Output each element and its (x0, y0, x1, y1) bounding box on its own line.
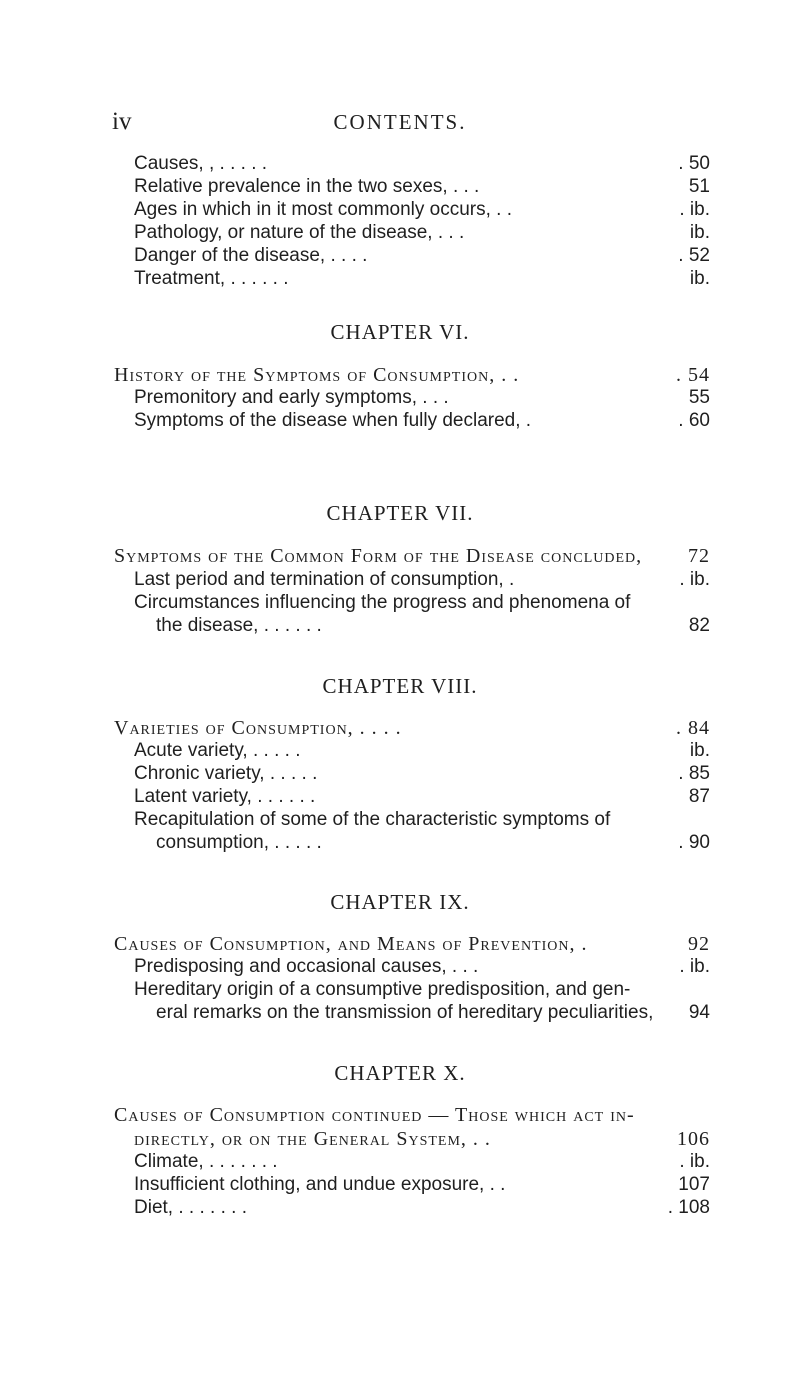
toc-entry-label: Premonitory and early symptoms, . . . (134, 387, 449, 408)
toc-entry-page: . 50 (678, 153, 710, 174)
toc-entry-label: Insufficient clothing, and undue exposure, . . (134, 1174, 506, 1195)
toc-entry-label: consumption, . . . . . (156, 832, 322, 853)
toc-entry-page: ib. (689, 268, 710, 289)
toc-entry-page: ib. (689, 222, 710, 243)
chapter-heading: CHAPTER VII. (326, 501, 474, 525)
chapter-title-text: History of the Symptoms of Consumption, . . (114, 364, 520, 386)
toc-entry-label: Latent variety, . . . . . . (134, 786, 316, 807)
toc-entry (0, 268, 800, 298)
toc-entry-page: 51 (688, 176, 710, 197)
toc-entry-page: 55 (688, 387, 710, 408)
toc-entry-label: Treatment, . . . . . . (134, 268, 289, 289)
toc-entry-page: . ib. (679, 569, 710, 590)
toc-entry-page: . 108 (667, 1197, 710, 1218)
toc-entry-page: . 85 (678, 763, 710, 784)
toc-entry-label: Acute variety, . . . . . (134, 740, 301, 761)
toc-entry-page: . ib. (679, 956, 710, 977)
toc-entry (0, 832, 800, 862)
chapter-title-text: Varieties of Consumption, . . . . (114, 717, 402, 739)
toc-entry-page: . 52 (678, 245, 710, 266)
chapter-heading: CHAPTER VI. (330, 320, 470, 344)
chapter-title-text: Causes of Consumption continued — Those which act in- (114, 1104, 635, 1126)
toc-entry (0, 410, 800, 440)
page-number: iv (112, 108, 132, 135)
toc-entry-label: Recapitulation of some of the characteristic symptoms of (134, 809, 611, 830)
chapter-title-text: directly, or on the General System, . . (134, 1128, 491, 1150)
toc-entry-label: the disease, . . . . . . (156, 615, 322, 636)
toc-entry-label: Danger of the disease, . . . . (134, 245, 368, 266)
toc-entry-label: Last period and termination of consumption, . (134, 569, 515, 590)
toc-entry-page: . ib. (679, 199, 710, 220)
chapter-heading: CHAPTER VIII. (322, 674, 478, 698)
toc-entry-page: . 90 (678, 832, 710, 853)
toc-entry-page: . 60 (678, 410, 710, 431)
toc-entry-label: Relative prevalence in the two sexes, . . . (134, 176, 480, 197)
toc-entry-page: 87 (688, 786, 710, 807)
toc-entry-label: Circumstances influencing the progress and phenomena of (134, 592, 631, 613)
toc-entry-label: Causes, , . . . . . (134, 153, 268, 174)
toc-entry-page: 82 (688, 615, 710, 636)
toc-entry-label: Chronic variety, . . . . . (134, 763, 318, 784)
chapter-heading: CHAPTER IX. (330, 890, 470, 914)
chapter-title-page: 92 (688, 933, 710, 955)
chapter-title-text: Causes of Consumption, and Means of Prevention, . (114, 933, 588, 955)
chapter-heading: CHAPTER X. (334, 1061, 466, 1085)
toc-entry-page: 107 (678, 1174, 710, 1195)
toc-entry-label: Hereditary origin of a consumptive predisposition, and gen- (134, 979, 631, 1000)
toc-entry-label: Pathology, or nature of the disease, . . . (134, 222, 465, 243)
toc-entry-label: Predisposing and occasional causes, . . . (134, 956, 479, 977)
toc-entry-label: Diet, . . . . . . . (134, 1197, 247, 1218)
chapter-title-page: . 84 (676, 717, 710, 739)
toc-entry (0, 1002, 800, 1032)
toc-entry-page: . ib. (679, 1151, 710, 1172)
page-header (0, 108, 800, 138)
toc-entry-label: Climate, . . . . . . . (134, 1151, 278, 1172)
chapter-title-page: 72 (688, 545, 710, 567)
toc-entry-page: 94 (688, 1002, 710, 1023)
toc-entry-label: eral remarks on the transmission of hereditary peculiarities, (156, 1002, 654, 1023)
chapter-title-page: 106 (677, 1128, 710, 1150)
toc-entry (0, 615, 800, 645)
toc-entry-label: Symptoms of the disease when fully declared, . (134, 410, 532, 431)
chapter-title-page: . 54 (676, 364, 710, 386)
toc-entry-label: Ages in which in it most commonly occurs, . . (134, 199, 513, 220)
toc-entry-page: ib. (689, 740, 710, 761)
chapter-title-text: Symptoms of the Common Form of the Disease concluded, (114, 545, 643, 567)
toc-entry (0, 1197, 800, 1227)
running-title: CONTENTS. (333, 110, 467, 134)
